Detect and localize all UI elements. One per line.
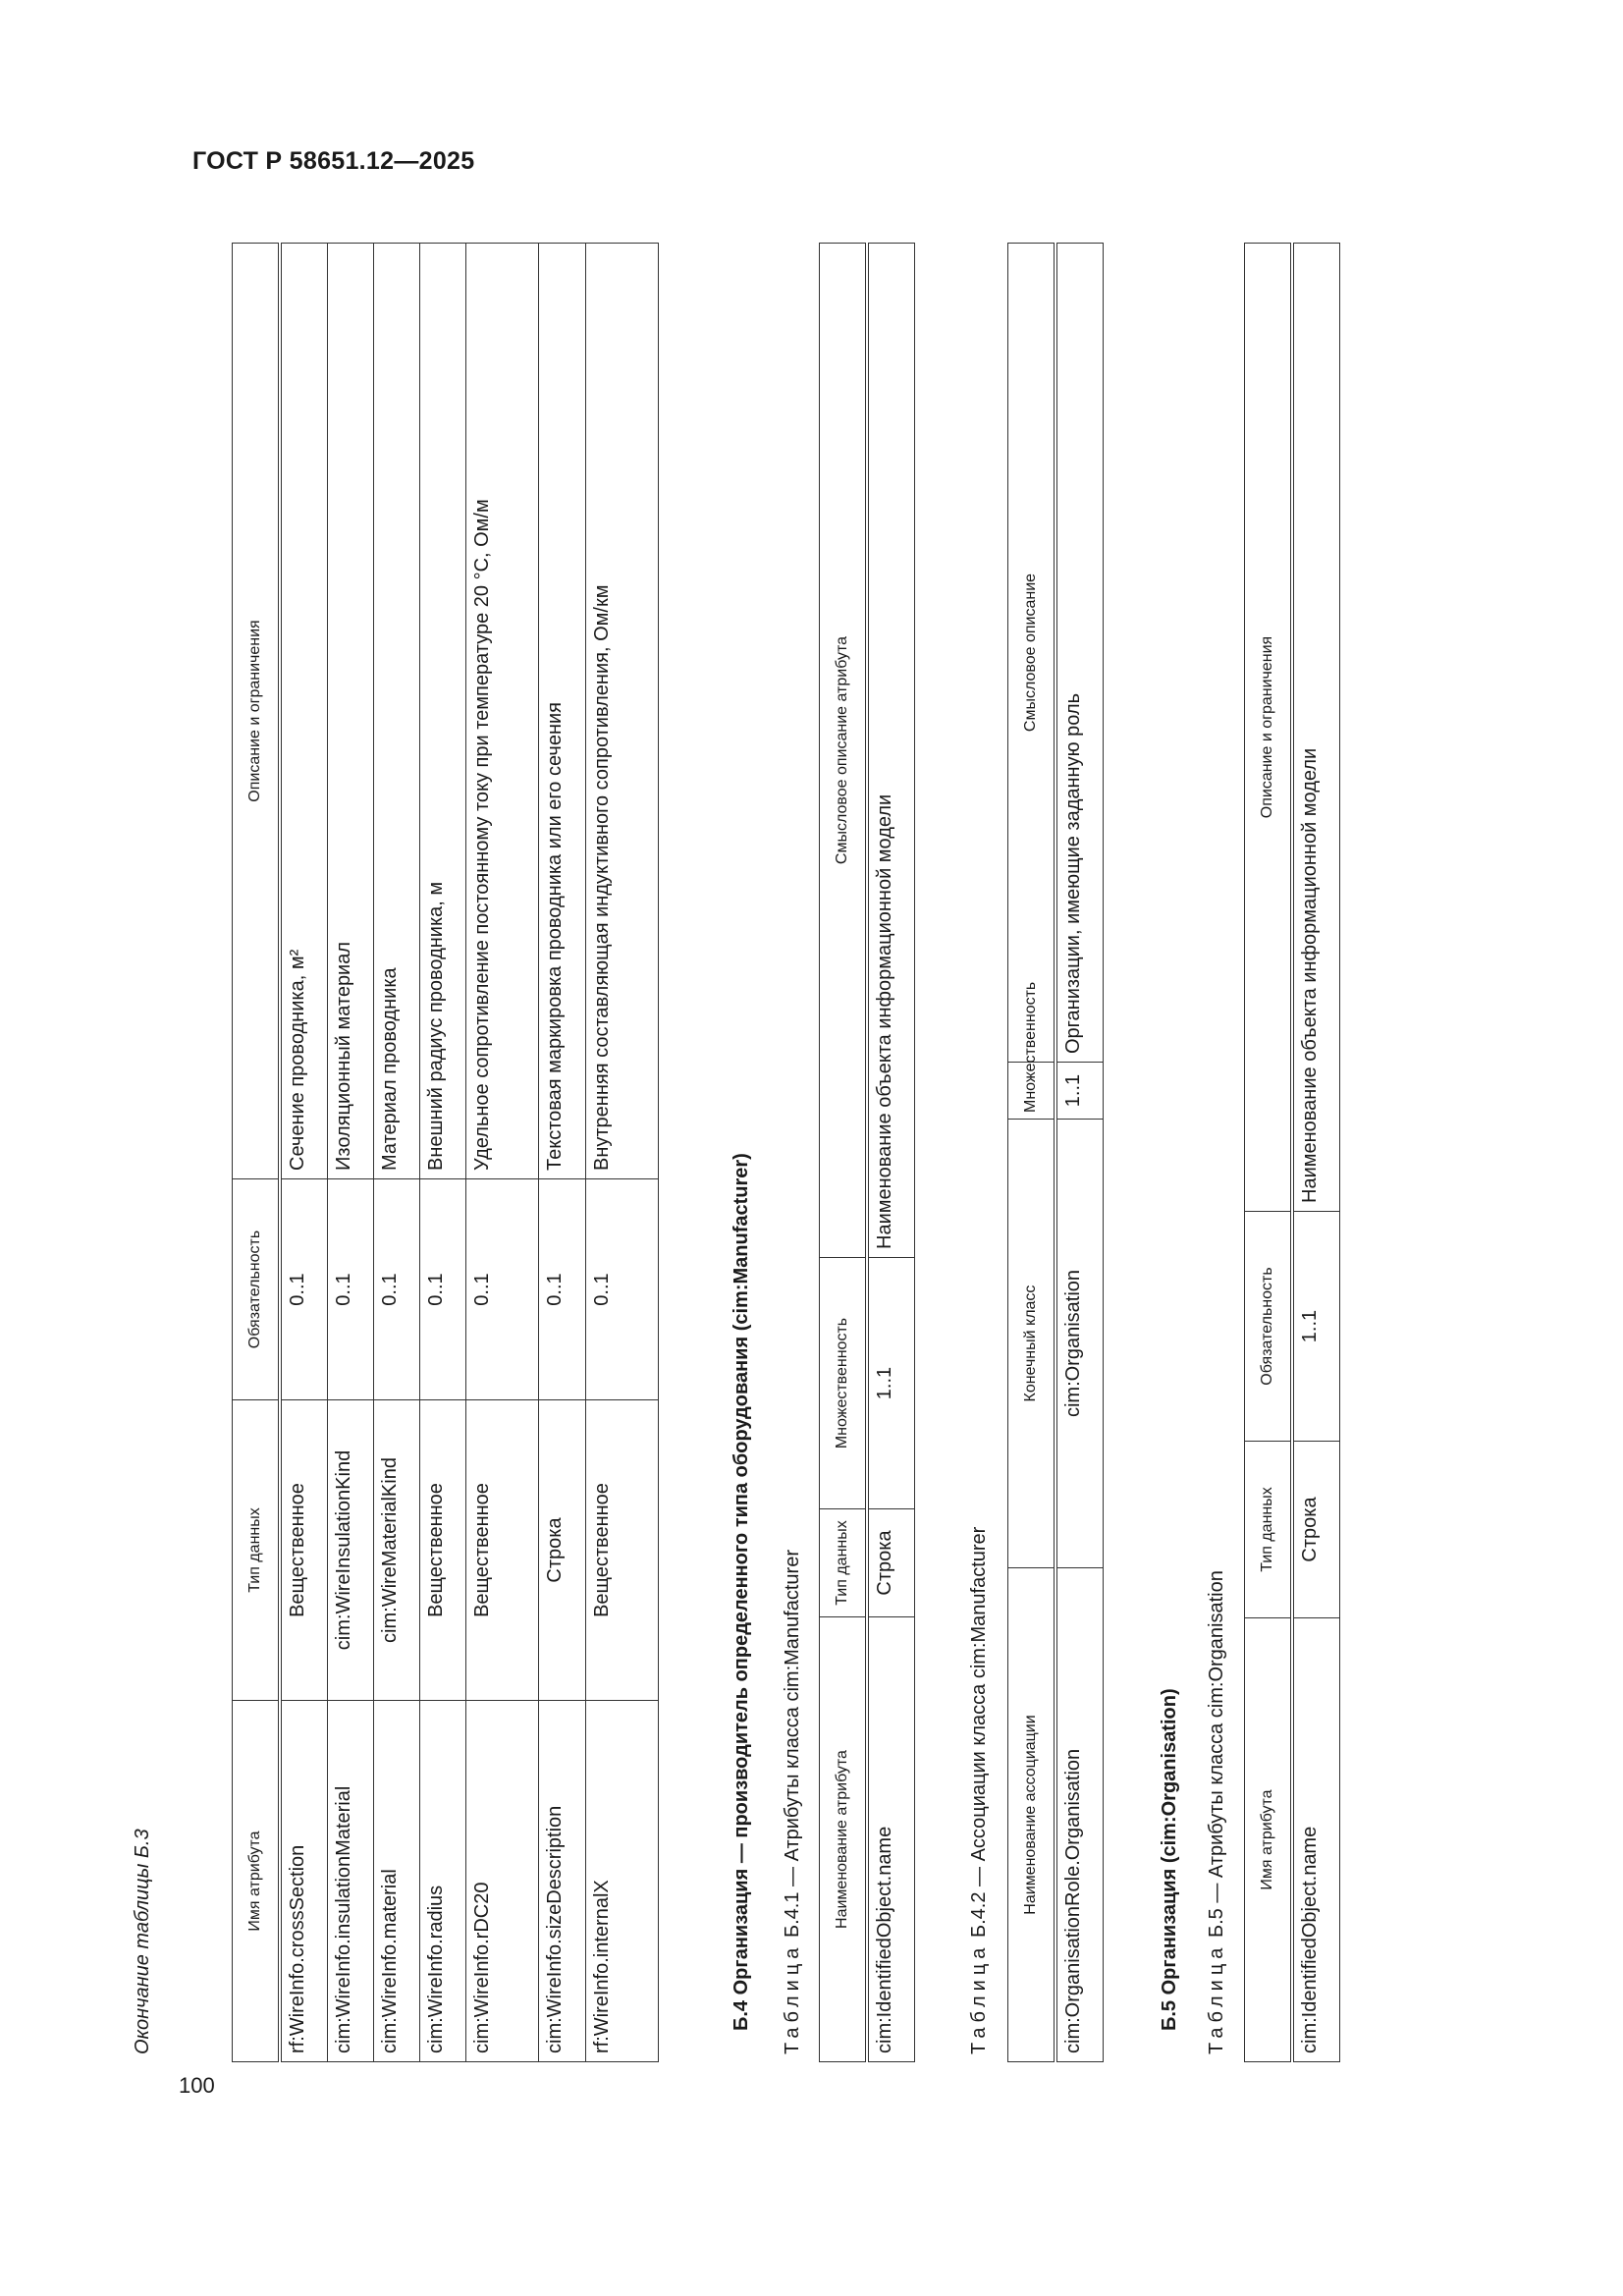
table-b3	[232, 243, 659, 2062]
cell-attribute: cim:IdentifiedObject.name	[1292, 1618, 1339, 2062]
header-attribute-name: Имя атрибута	[233, 1701, 281, 2062]
table-b5-caption	[1206, 1570, 1228, 2054]
cell-obligation: 0..1	[419, 1179, 465, 1400]
header-semantic-description: Смысловое описание	[1008, 244, 1056, 1063]
cell-type: Строка	[1292, 1442, 1339, 1618]
table-row	[1292, 244, 1339, 2062]
table-label: Таблица	[782, 1942, 803, 2054]
cell-description: Внутренняя составляющая индуктивного сопротивления, Ом/км	[585, 244, 658, 1179]
header-obligation: Обязательность	[1245, 1212, 1293, 1442]
cell-type: Вещественное	[280, 1400, 327, 1701]
header-multiplicity: Множественность	[1008, 1063, 1056, 1120]
cell-end-class: cim:Organisation	[1055, 1120, 1103, 1568]
table-b42-caption	[968, 1527, 991, 2054]
cell-description: Изоляционный материал	[327, 244, 373, 1179]
cell-description: Материал проводника	[373, 244, 419, 1179]
table-row	[373, 244, 419, 2062]
page-number: 100	[179, 2073, 215, 2098]
cell-type: Вещественное	[419, 1400, 465, 1701]
table-row	[465, 244, 538, 2062]
table-label: Таблица	[1206, 1942, 1227, 2054]
cell-description: Сечение проводника, м²	[280, 244, 327, 1179]
cell-description: Организации, имеющие заданную роль	[1055, 244, 1103, 1063]
cell-type: cim:WireInsulationKind	[327, 1400, 373, 1701]
header-end-class: Конечный класс	[1008, 1120, 1056, 1568]
table-b41-caption	[782, 1550, 804, 2054]
table-row	[280, 244, 327, 2062]
table-header-row	[1245, 244, 1293, 2062]
cell-description: Наименование объекта информационной модели	[867, 244, 914, 1258]
cell-attribute: cim:WireInfo.material	[373, 1701, 419, 2062]
cell-type: cim:WireMaterialKind	[373, 1400, 419, 1701]
header-attribute-name: Имя атрибута	[1245, 1618, 1293, 2062]
table-caption-text: Б.5 — Атрибуты класса cim:Organisation	[1206, 1570, 1227, 1939]
cell-obligation: 0..1	[465, 1179, 538, 1400]
header-data-type: Тип данных	[233, 1400, 281, 1701]
table-b41	[819, 243, 915, 2062]
section-b5-heading: Б.5 Организация (cim:Organisation)	[1159, 1688, 1180, 2031]
section-b4-heading: Б.4 Организация — производитель определенного типа оборудования (cim:Manufacturer)	[730, 1153, 752, 2031]
table-header-row	[233, 244, 281, 2062]
table-header-row	[820, 244, 868, 2062]
cell-type: Вещественное	[465, 1400, 538, 1701]
header-association-name: Наименование ассоциации	[1008, 1568, 1056, 2062]
cell-attribute: cim:WireInfo.radius	[419, 1701, 465, 2062]
cell-obligation: 0..1	[280, 1179, 327, 1400]
header-data-type: Тип данных	[820, 1509, 868, 1617]
table-row	[1055, 244, 1103, 2062]
cell-description: Внешний радиус проводника, м	[419, 244, 465, 1179]
table-b5	[1244, 243, 1340, 2062]
cell-obligation: 0..1	[373, 1179, 419, 1400]
header-semantic-description: Смысловое описание атрибута	[820, 244, 868, 1258]
cell-attribute: cim:WireInfo.sizeDescription	[538, 1701, 585, 2062]
table-header-row	[1008, 244, 1056, 2062]
cell-obligation: 1..1	[1292, 1212, 1339, 1442]
header-data-type: Тип данных	[1245, 1442, 1293, 1618]
cell-obligation: 0..1	[327, 1179, 373, 1400]
table-row	[327, 244, 373, 2062]
table-caption-text: Б.4.2 — Ассоциации класса cim:Manufacturer	[968, 1526, 990, 1939]
header-description: Описание и ограничения	[233, 244, 281, 1179]
table-caption-text: Б.4.1 — Атрибуты класса cim:Manufacturer	[782, 1550, 803, 1939]
cell-attribute: cim:IdentifiedObject.name	[867, 1617, 914, 2062]
cell-obligation: 0..1	[538, 1179, 585, 1400]
cell-attribute: rf:WireInfo.crossSection	[280, 1701, 327, 2062]
cell-attribute: rf:WireInfo.internalX	[585, 1701, 658, 2062]
cell-obligation: 0..1	[585, 1179, 658, 1400]
table-row	[585, 244, 658, 2062]
rotated-content	[132, 241, 1419, 2072]
table-row	[419, 244, 465, 2062]
table-row	[538, 244, 585, 2062]
document-title: ГОСТ Р 58651.12—2025	[192, 147, 475, 175]
table-b3-caption: Окончание таблицы Б.3	[132, 1829, 153, 2054]
cell-multiplicity: 1..1	[1055, 1063, 1103, 1120]
header-obligation: Обязательность	[233, 1179, 281, 1400]
cell-type: Вещественное	[585, 1400, 658, 1701]
header-multiplicity: Множественность	[820, 1258, 868, 1509]
table-label: Таблица	[968, 1942, 990, 2054]
cell-attribute: cim:WireInfo.insulationMaterial	[327, 1701, 373, 2062]
table-row	[867, 244, 914, 2062]
cell-association: cim:OrganisationRole.Organisation	[1055, 1568, 1103, 2062]
cell-description: Наименование объекта информационной модели	[1292, 244, 1339, 1212]
cell-attribute: cim:WireInfo.rDC20	[465, 1701, 538, 2062]
header-attribute-name: Наименование атрибута	[820, 1617, 868, 2062]
cell-type: Строка	[538, 1400, 585, 1701]
cell-description: Удельное сопротивление постоянному току при температуре 20 °С, Ом/м	[465, 244, 538, 1179]
header-description: Описание и ограничения	[1245, 244, 1293, 1212]
cell-multiplicity: 1..1	[867, 1258, 914, 1509]
cell-type: Строка	[867, 1509, 914, 1617]
table-b42	[1007, 243, 1104, 2062]
cell-description: Текстовая маркировка проводника или его сечения	[538, 244, 585, 1179]
